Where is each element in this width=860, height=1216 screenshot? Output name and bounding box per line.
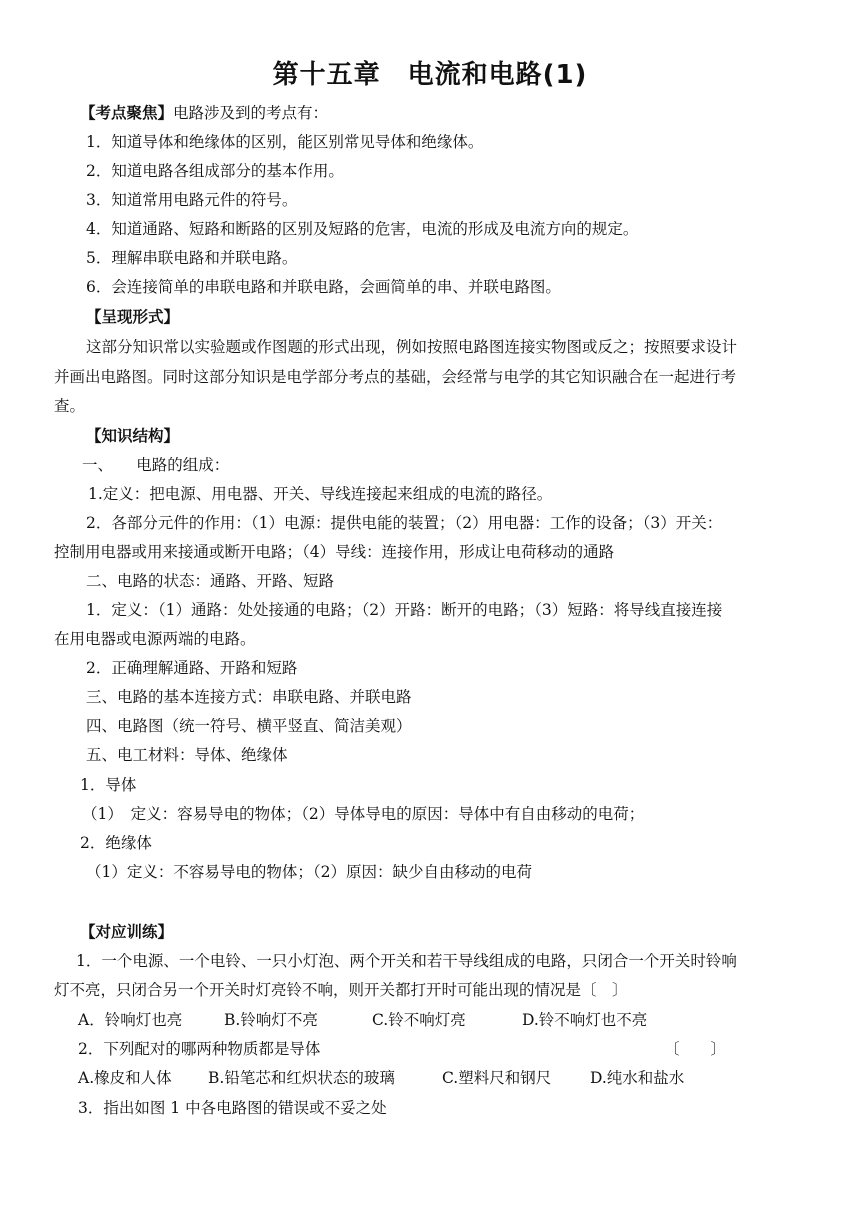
zhishi-s2-2: 2．正确理解通路、开路和短路 xyxy=(86,659,298,677)
zhishi-s5-2-detail: （1）定义：不容易导电的物体；（2）原因：缺少自由移动的电荷 xyxy=(86,863,532,881)
page-title: 第十五章 电流和电路(1) xyxy=(272,60,588,90)
zhishi-s1-1: 1.定义：把电源、用电器、开关、导线连接起来组成的电流的路径。 xyxy=(88,485,553,503)
kaodian-item-3: 3．知道常用电路元件的符号。 xyxy=(86,191,298,209)
kaodian-item-4: 4．知道通路、短路和断路的区别及短路的危害，电流的形成及电流方向的规定。 xyxy=(86,220,639,238)
zhishi-s4: 四、电路图（统一符号、横平竖直、简洁美观） xyxy=(86,717,412,735)
kaodian-item-2: 2．知道电路各组成部分的基本作用。 xyxy=(86,162,344,180)
zhishi-s5-1-detail: （1） 定义：容易导电的物体；（2）导体导电的原因：导体中有自由移动的电荷； xyxy=(82,805,645,823)
zhishi-s1-2-line2: 控制用电器或用来接通或断开电路；（4）导线：连接作用，形成让电荷移动的通路 xyxy=(54,543,615,561)
kaodian-item-5: 5．理解串联电路和并联电路。 xyxy=(86,249,298,267)
q2-answer-bracket: 〔 〕 xyxy=(664,1040,727,1058)
q3-text: 3．指出如图 1 中各电路图的错误或不妥之处 xyxy=(78,1099,387,1117)
zhishi-s2-1-line2: 在用电器或电源两端的电路。 xyxy=(54,630,256,648)
zhishi-s1: 一、 电路的组成： xyxy=(82,456,230,474)
chengxian-para-line2: 并画出电路图。同时这部分知识是电学部分考点的基础，会经常与电学的其它知识融合在一起进行考 xyxy=(54,368,737,386)
q1-option-c: C.铃不响灯亮 xyxy=(372,1011,466,1029)
kaodian-item-1: 1．知道导体和绝缘体的区别，能区别常见导体和绝缘体。 xyxy=(86,133,484,151)
chengxian-para-line1: 这部分知识常以实验题或作图题的形式出现，例如按照电路图连接实物图或反之；按照要求设计 xyxy=(86,338,738,356)
xunlian-heading: 【对应训练】 xyxy=(80,922,174,941)
q1-line1: 1．一个电源、一个电铃、一只小灯泡、两个开关和若干导线组成的电路，只闭合一个开关时铃响 xyxy=(76,952,737,970)
zhishi-s5-1: 1．导体 xyxy=(80,776,137,794)
kaodian-section xyxy=(80,103,328,123)
zhishi-s2: 二、电路的状态：通路、开路、短路 xyxy=(86,572,335,590)
q2-option-b: B.铅笔芯和红炽状态的玻璃 xyxy=(208,1069,395,1087)
zhishi-heading: 【知识结构】 xyxy=(86,426,180,445)
zhishi-s2-1-line1: 1．定义：（1）通路：处处接通的电路；（2）开路：断开的电路；（3）短路：将导线直接连接 xyxy=(86,601,723,619)
kaodian-item-6: 6．会连接简单的串联电路和并联电路，会画简单的串、并联电路图。 xyxy=(86,278,561,296)
zhishi-s3: 三、电路的基本连接方式：串联电路、并联电路 xyxy=(86,688,412,706)
q2-option-a: A.橡皮和人体 xyxy=(78,1069,172,1087)
chengxian-heading: 【呈现形式】 xyxy=(86,307,180,326)
kaodian-intro: 电路涉及到的考点有： xyxy=(173,104,329,122)
q1-line2: 灯不亮，只闭合另一个开关时灯亮铃不响，则开关都打开时可能出现的情况是〔 〕 xyxy=(54,981,628,999)
q1-option-a: A．铃响灯也亮 xyxy=(78,1011,183,1029)
q2-option-d: D.纯水和盐水 xyxy=(590,1069,685,1087)
q2-option-c: C.塑料尺和钢尺 xyxy=(442,1069,552,1087)
zhishi-s1-2-line1: 2．各部分元件的作用：（1）电源：提供电能的装置；（2）用电器：工作的设备；（3）开关： xyxy=(86,514,723,532)
chengxian-para-line3: 查。 xyxy=(54,397,86,415)
q1-option-d: D.铃不响灯也不亮 xyxy=(522,1011,648,1029)
kaodian-heading: 【考点聚焦】 xyxy=(80,103,174,122)
q2-text: 2．下列配对的哪两种物质都是导体 xyxy=(78,1040,321,1058)
q1-option-b: B.铃响灯不亮 xyxy=(224,1011,318,1029)
zhishi-s5-2: 2．绝缘体 xyxy=(80,834,152,852)
zhishi-s5: 五、电工材料：导体、绝缘体 xyxy=(86,746,288,764)
